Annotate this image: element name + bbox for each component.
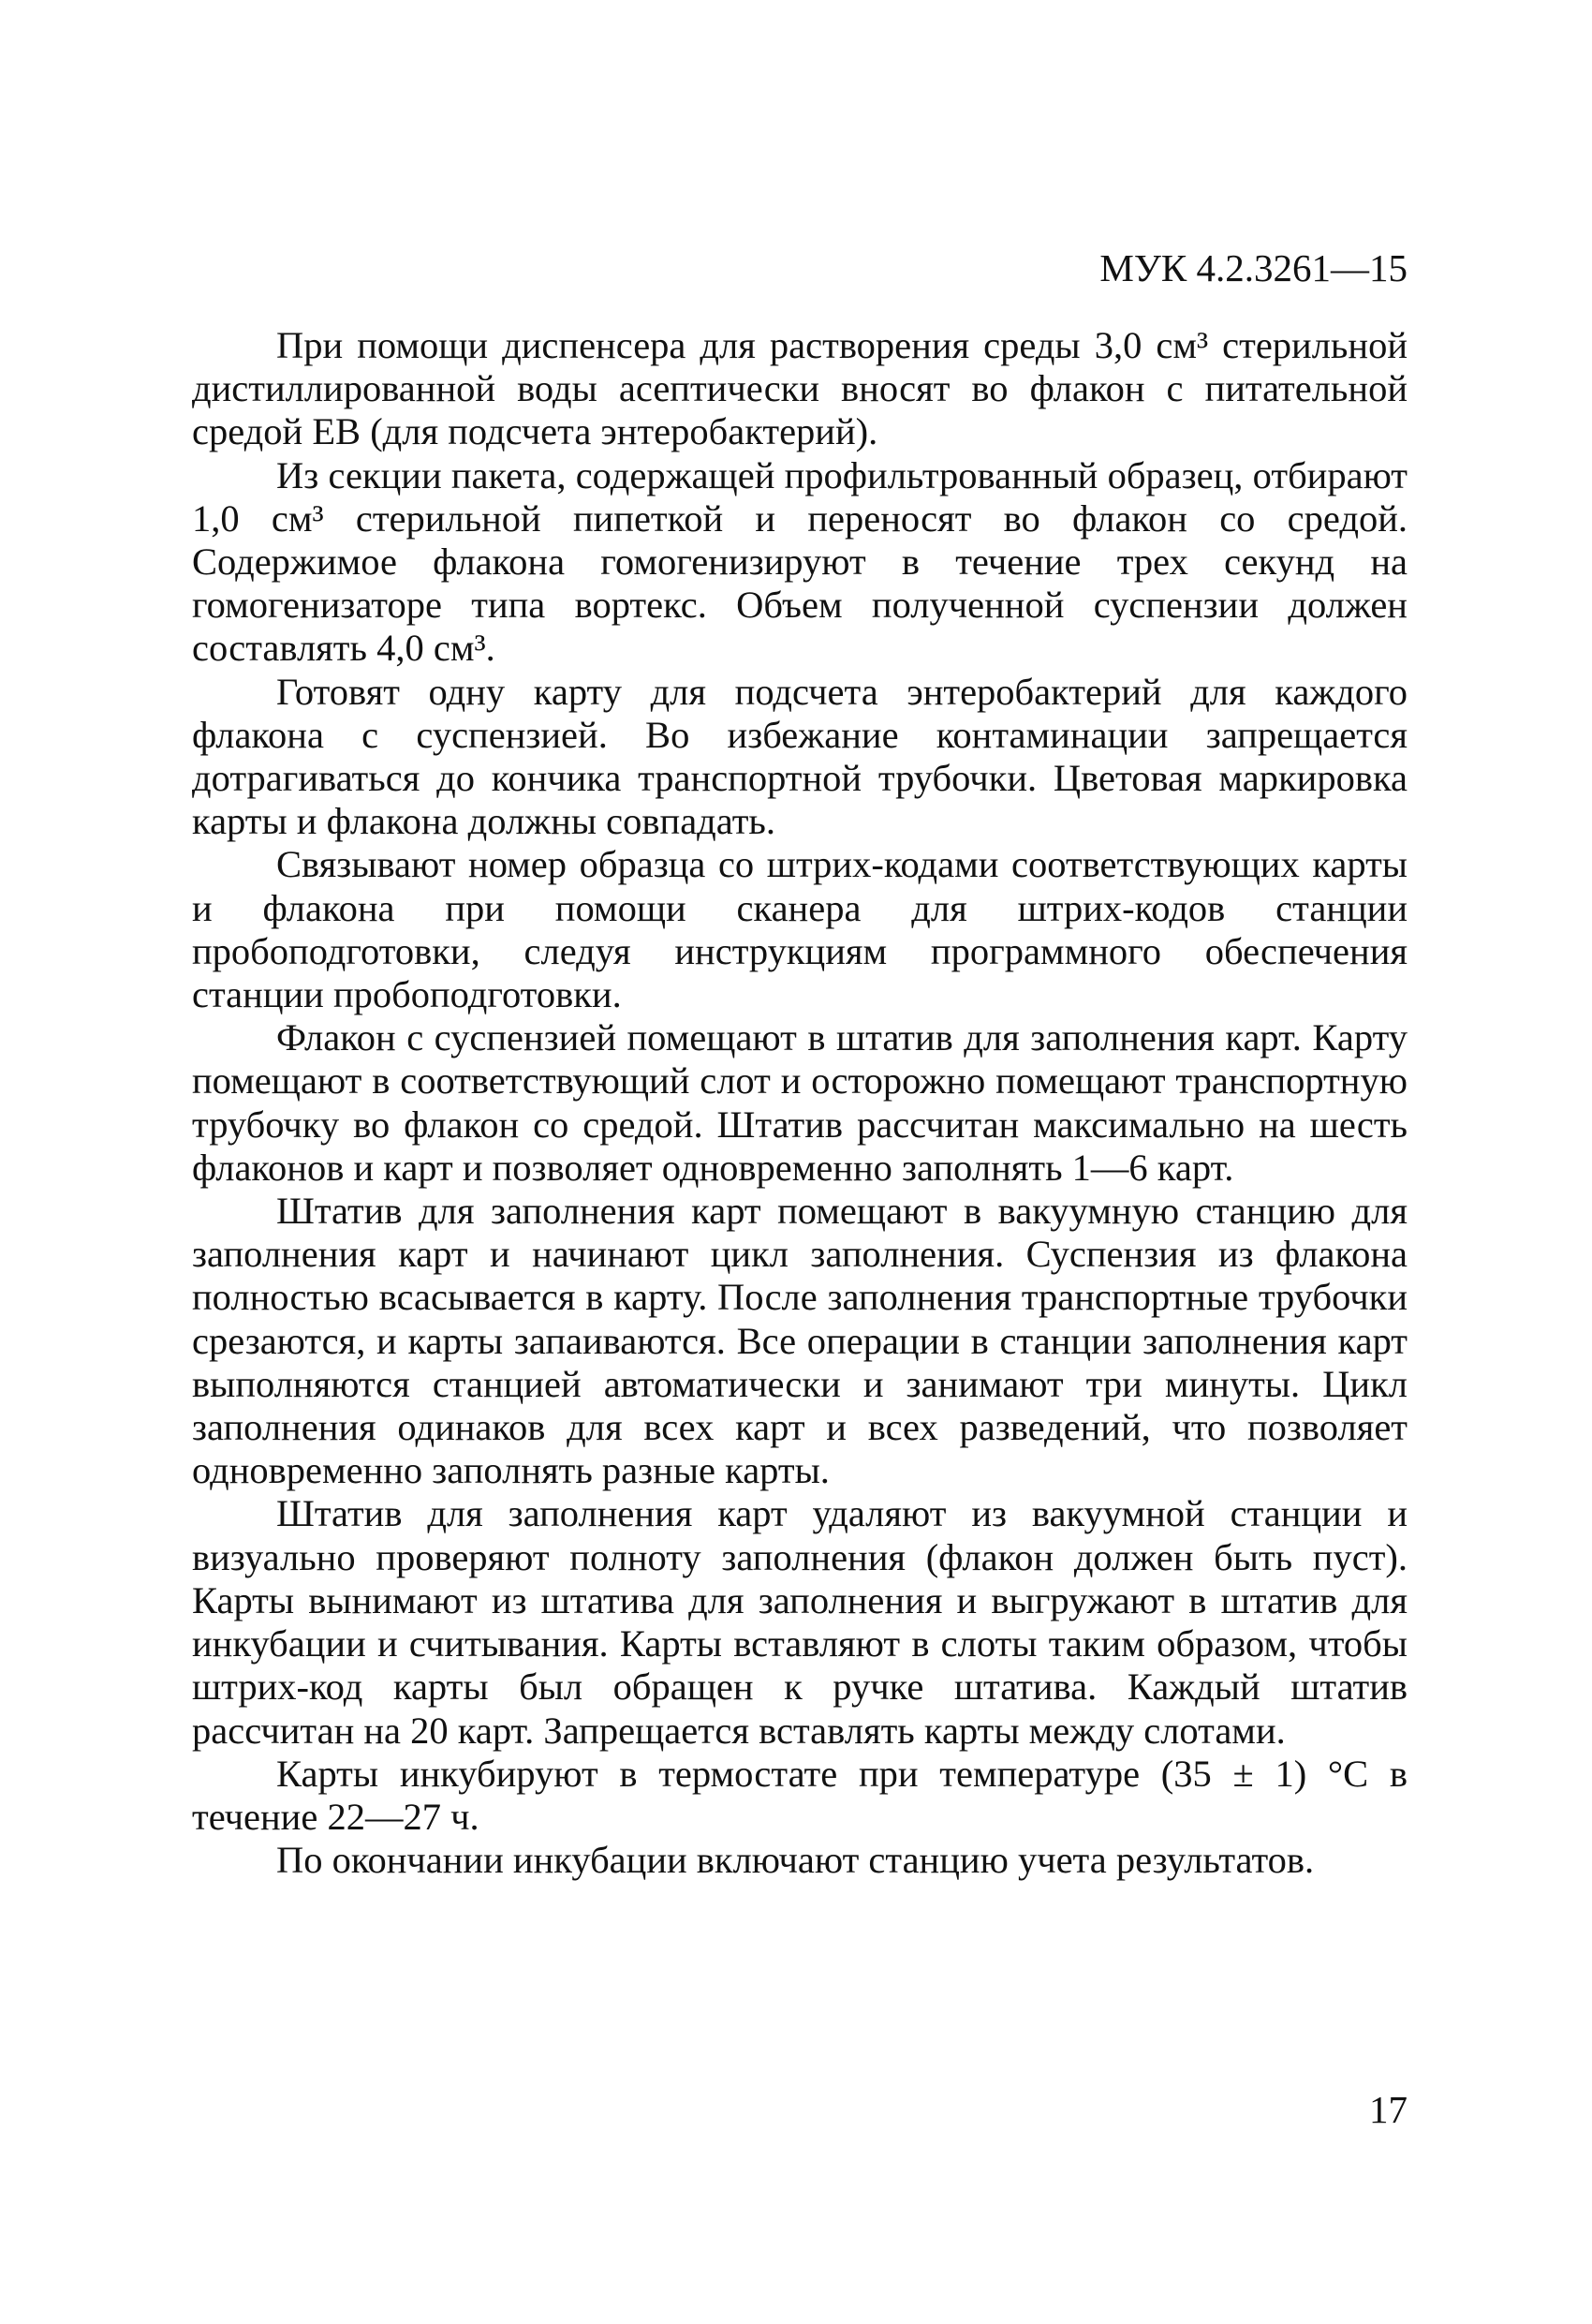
paragraph-3: Готовят одну карту для подсчета энтеробактерий для каждого флакона с суспензией. Во избежание контаминации запрещается дотрагиваться до кончика транспортной трубочки. Цветовая маркировка карты и флакона должны совпадать. (192, 670, 1408, 843)
paragraph-2: Из секции пакета, содержащей профильтрованный образец, отбирают 1,0 см³ стерильной пипеткой и переносят во флакон со средой. Содержимое флакона гомогенизируют в течение трех секунд на гомогенизаторе типа вортекс. Объем полученной суспензии должен составлять 4,0 см³. (192, 453, 1408, 670)
paragraph-8: Карты инкубируют в термостате при температуре (35 ± 1) °С в течение 22—27 ч. (192, 1752, 1408, 1838)
paragraph-9: По окончании инкубации включают станцию учета результатов. (276, 1839, 1315, 1882)
page-number: 17 (1369, 2088, 1408, 2131)
paragraph-1: При помощи диспенсера для растворения среды 3,0 см³ стерильной дистиллированной воды асептически вносят во флакон с питательной средой ЕВ (для подсчета энтеробактерий). (192, 324, 1408, 453)
paragraph-7: Штатив для заполнения карт удаляют из вакуумной станции и визуально проверяют полноту заполнения (флакон должен быть пуст). Карты вынимают из штатива для заполнения и выгружают в штатив для инкубации и считывания. Карты вставляют в слоты таким образом, чтобы штрих-код карты был обращен к ручке штатива. Каждый штатив рассчитан на 20 карт. Запрещается вставлять карты между слотами. (192, 1492, 1408, 1752)
paragraph-6: Штатив для заполнения карт помещают в вакуумную станцию для заполнения карт и начинают цикл заполнения. Суспензия из флакона полностью всасывается в карту. После заполнения транспортные трубочки срезаются, и карты запаиваются. Все операции в станции заполнения карт выполняются станцией автоматически и занимают три минуты. Цикл заполнения одинаков для всех карт и всех разведений, что позволяет одновременно заполнять разные карты. (192, 1190, 1408, 1492)
document-code: МУК 4.2.3261—15 (1099, 246, 1408, 289)
paragraph-5: Флакон с суспензией помещают в штатив для заполнения карт. Карту помещают в соответствующий слот и осторожно помещают транспортную трубочку во флакон со средой. Штатив рассчитан максимально на шесть флаконов и карт и позволяет одновременно заполнять 1—6 карт. (192, 1016, 1408, 1189)
paragraph-4: Связывают номер образца со штрих-кодами соответствующих карты и флакона при помощи сканера для штрих-кодов станции пробоподготовки, следуя инструкциям программного обеспечения станции пробоподготовки. (192, 843, 1408, 1016)
body-text (192, 324, 1408, 1882)
